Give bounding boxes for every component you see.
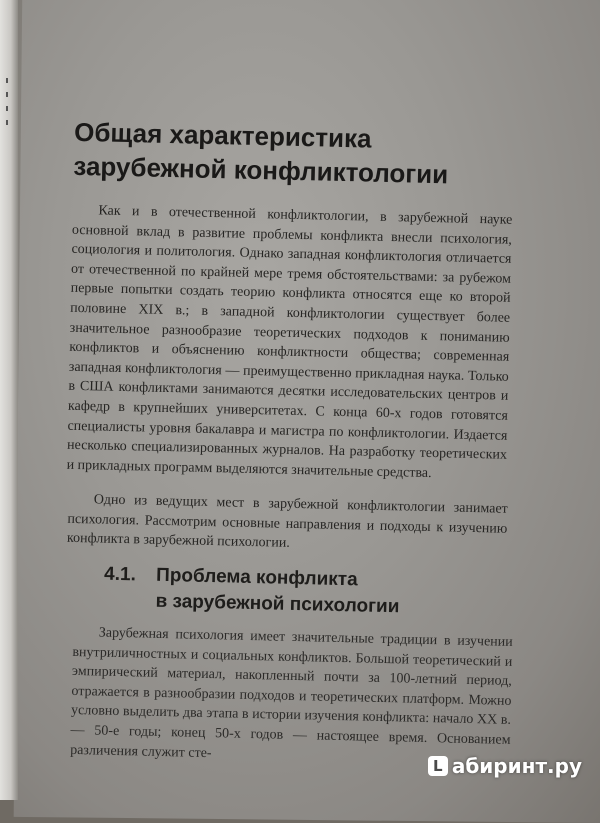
section-heading — [103, 562, 464, 622]
chapter-heading — [73, 115, 494, 193]
chapter-heading-line2: зарубежной конфликтологии — [73, 150, 449, 190]
section-title-line1: Проблема конфликта — [155, 564, 358, 591]
paragraph-section-body: Зарубежная психология имеет значительные традиции в изучении внутриличностных и социальных конфликтов. Большой теоретический и эмпирический материал, накопленный почти за 100-летний период, отражается в разнообразии подходов и теоретических платформ. Можно условно выделить два этапа в истории изучения конфликта: начало XX в. — 50-е годы; конец 50-х годов — настоящее время. Основанием различения служит сте- — [70, 625, 513, 761]
paragraph-intro: Как и в отечественной конфликтологии, в зарубежной науке основной вклад в развитие проблемы конфликта внесли психология, социология и политология. Однако западная конфликтология отличается от отечественной по крайней мере тремя обстоятельствами: за рубежом первые попытки создать теорию конфликта относятся еще ко второй половине XIX в.; в западной конфликтологии существует более значительное разнообразие теоретических подходов к пониманию конфликтов и объяснению конфликтности общества; современная западная конфликтология — преимущественно прикладная наука. Только в США конфликтами занимаются десятки исследовательских центров и кафедр в крупнейших университетах. С конца 60-х годов готовятся специалисты уровня бакалавра и магистра по конфликтологии. Издается несколько специализированных журналов. На разработку теоретических и прикладных программ выделяются значительные средства. — [66, 203, 513, 481]
section-number: 4.1. — [103, 563, 137, 586]
labirint-watermark — [428, 754, 582, 778]
labirint-logo-icon: L — [428, 756, 448, 776]
chapter-heading-line1: Общая характеристика — [73, 116, 372, 154]
section-title-line2: в зарубежной психологии — [155, 590, 400, 618]
watermark-text: абиринт.ру — [451, 754, 582, 778]
paragraph-psychology: Одно из ведущих мест в зарубежной конфликтологии занимает психология. Рассмотрим основные направления и подходы к изучению конфликта в зарубежной психологии. — [66, 492, 508, 552]
